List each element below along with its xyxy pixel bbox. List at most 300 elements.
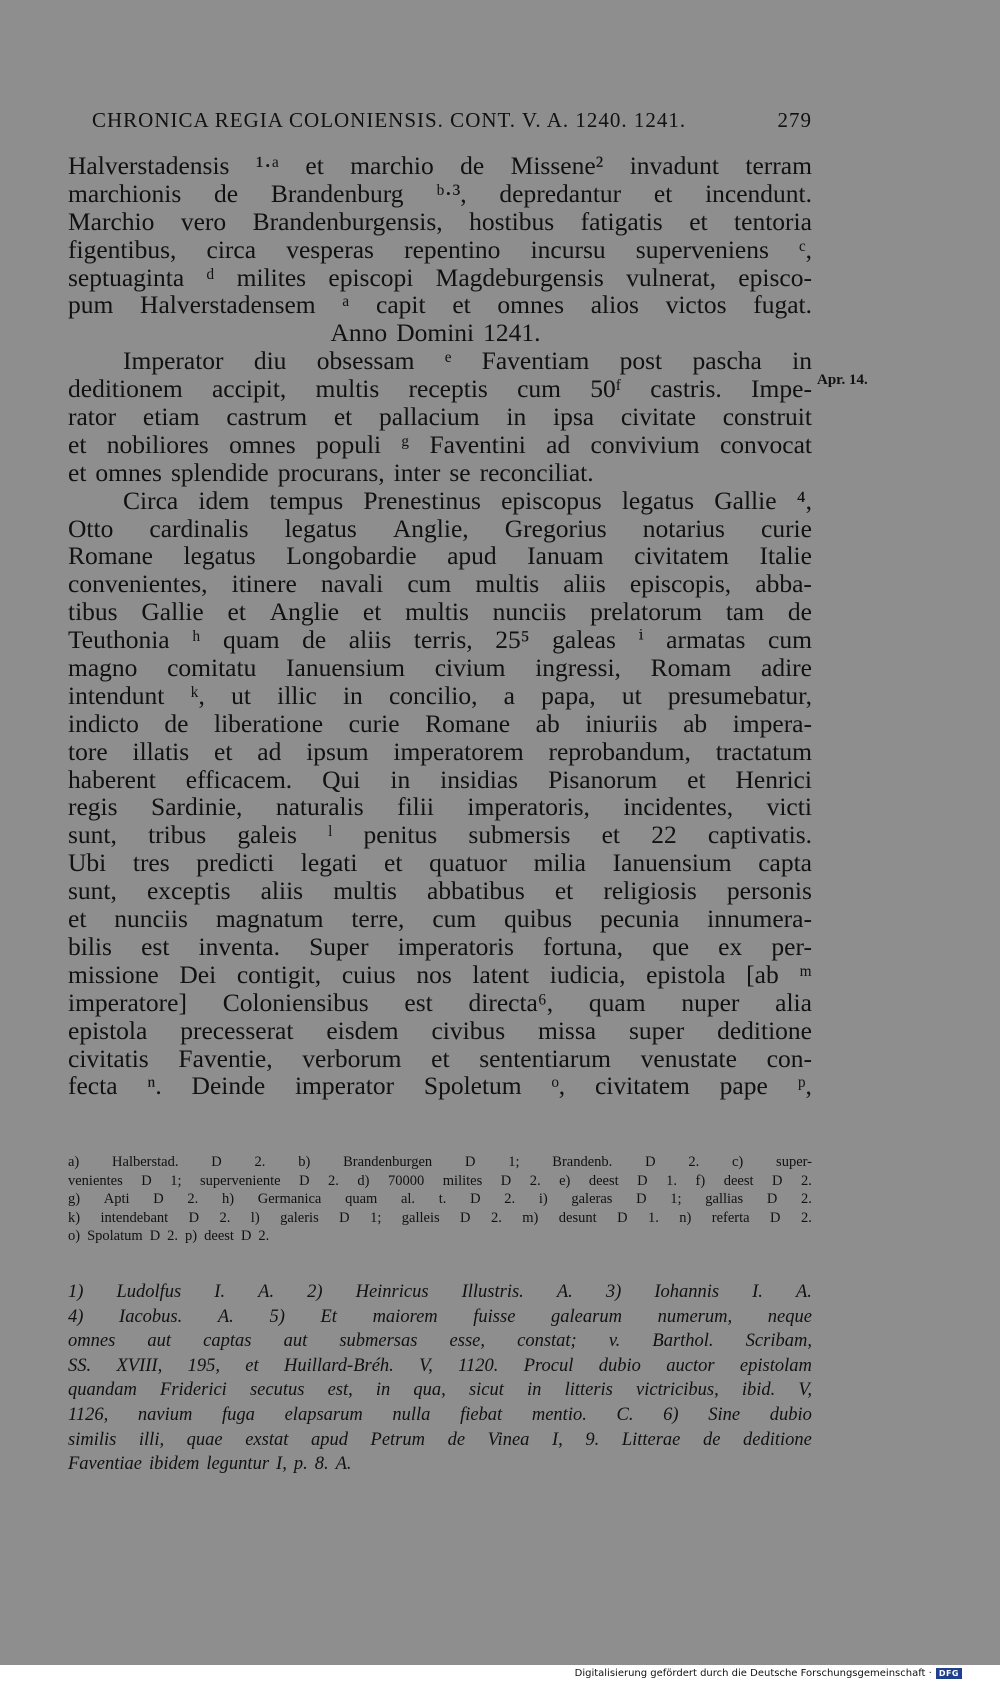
word: submersas: [339, 1331, 418, 1352]
word: n): [679, 1209, 692, 1226]
word: Anno: [330, 318, 388, 348]
word: aliis: [563, 569, 606, 599]
word: venientes: [68, 1172, 123, 1189]
word: galeris: [280, 1209, 319, 1226]
word: d): [357, 1172, 370, 1189]
word: et: [68, 457, 87, 487]
word: imperatoris,: [467, 792, 590, 822]
word: Anglie,: [392, 513, 469, 543]
word: superveniente: [200, 1172, 281, 1189]
word: iniuriis: [585, 708, 658, 738]
digitization-footer: [575, 1668, 962, 1679]
word: victos: [665, 290, 727, 320]
word: Spolatum: [87, 1228, 143, 1245]
text-line: [68, 682, 812, 710]
word: vero: [180, 206, 227, 236]
word: D: [188, 1209, 200, 1226]
word: Magdeburgensis: [435, 262, 604, 292]
word: episcopis,: [629, 569, 732, 599]
word: Scribam,: [745, 1331, 812, 1352]
word: quam: [345, 1191, 378, 1208]
word: super-: [776, 1154, 812, 1170]
word: fecta: [68, 1071, 118, 1101]
word: gallias: [705, 1191, 744, 1208]
word: alia: [775, 987, 812, 1017]
word: Deinde: [191, 1071, 266, 1101]
word: 3): [605, 1282, 622, 1302]
word: ut: [621, 680, 642, 710]
text-line: [68, 961, 812, 989]
word: notarius: [642, 513, 725, 543]
word: D: [460, 1209, 471, 1226]
word: Ludolfus: [116, 1282, 182, 1302]
text-line: [68, 989, 812, 1017]
word: et: [245, 1355, 259, 1376]
word: papa,: [541, 680, 596, 710]
word: capta: [758, 848, 812, 878]
word: sunt,: [68, 876, 117, 906]
text-line: [68, 1017, 812, 1045]
word: 1126,: [68, 1404, 109, 1425]
word: cum: [407, 569, 452, 599]
apparatus-line: [68, 1227, 812, 1246]
word: et: [68, 429, 87, 459]
word: f): [695, 1172, 706, 1189]
word: et: [431, 1043, 450, 1073]
word: in: [342, 680, 363, 710]
word: innumera-: [707, 904, 812, 934]
word: milites: [236, 262, 307, 292]
word: navium: [137, 1404, 193, 1425]
word: D: [645, 1154, 656, 1170]
text-line: [68, 403, 812, 431]
word: 2.: [328, 1172, 339, 1189]
word: Heinricus: [355, 1282, 429, 1302]
word: 5): [269, 1306, 285, 1327]
word: 22: [651, 820, 677, 850]
word: sicut: [468, 1380, 504, 1401]
word: iudicia,: [549, 959, 626, 989]
word: imperatoris: [397, 931, 514, 961]
word: deest: [588, 1172, 619, 1189]
word: legatus: [284, 513, 357, 543]
text-line: [68, 487, 812, 515]
word: bilis: [68, 931, 112, 961]
word: 2.: [219, 1209, 231, 1226]
word: repentino: [404, 234, 501, 264]
word: D: [153, 1191, 164, 1208]
word: 9.: [585, 1429, 600, 1450]
word: in: [375, 1380, 391, 1401]
word: Marchio: [68, 206, 155, 236]
word: Ianuensium: [612, 848, 732, 878]
word: est: [404, 987, 433, 1017]
word: legati: [300, 848, 358, 878]
word: et: [601, 820, 620, 850]
word: epistola: [68, 1015, 148, 1045]
word: que: [652, 931, 690, 961]
dfg-logo: DFG: [936, 1668, 962, 1679]
word: D: [299, 1172, 310, 1189]
note-line: [68, 1305, 812, 1330]
word: de: [787, 597, 812, 627]
word: pum: [68, 290, 114, 320]
word: secutus: [249, 1380, 305, 1401]
word: constat;: [517, 1331, 577, 1352]
word: Illustris.: [461, 1282, 524, 1302]
word: splendide: [170, 457, 269, 487]
word: et: [227, 597, 246, 627]
word: tempus: [269, 485, 344, 515]
word: nunciis: [114, 904, 188, 934]
word: missa: [538, 1015, 597, 1045]
word: omnes: [497, 290, 564, 320]
word: Teuthonia: [68, 625, 170, 655]
word: civitatem: [594, 1071, 690, 1101]
word: 2.: [529, 1172, 541, 1189]
word: intendebant: [100, 1209, 169, 1226]
word: Impe-: [751, 374, 812, 404]
word: tribus: [148, 820, 207, 850]
word: a: [503, 680, 515, 710]
word: epistola: [646, 959, 726, 989]
word: b): [298, 1154, 311, 1170]
word: religiosis: [603, 876, 697, 906]
word: comitatu: [167, 653, 257, 683]
word: ⁿ.: [147, 1071, 162, 1101]
word: D: [149, 1228, 161, 1245]
word: deest: [204, 1228, 234, 1245]
word: pecunia: [599, 904, 680, 934]
word: galearum: [551, 1306, 622, 1327]
word: marchionis: [68, 178, 182, 208]
word: Sine: [708, 1404, 741, 1425]
word: armatas: [666, 625, 746, 655]
word: post: [619, 346, 663, 376]
note-line: [68, 1354, 812, 1379]
word: illatis: [132, 736, 190, 766]
word: in: [527, 1380, 542, 1401]
word: est,: [327, 1380, 353, 1401]
word: captivatis.: [707, 820, 812, 850]
word: h): [221, 1191, 235, 1208]
word: A.: [335, 1454, 352, 1475]
word: Barthol.: [652, 1331, 714, 1352]
word: multis: [405, 597, 469, 627]
word: Gallie: [714, 485, 777, 515]
word: incursu: [530, 234, 606, 264]
word: et: [305, 151, 324, 180]
word: 2.: [258, 1228, 270, 1245]
word: 50ᶠ: [590, 374, 622, 404]
word: tore: [68, 736, 108, 766]
word: pape: [719, 1071, 768, 1101]
word: I.: [214, 1282, 226, 1302]
word: ᵉ: [444, 346, 452, 376]
word: inventa.: [198, 931, 280, 961]
word: D: [339, 1209, 350, 1226]
text-line: [68, 654, 812, 682]
word: de: [164, 708, 189, 738]
word: ¹·ᵃ: [255, 151, 279, 180]
word: galleis: [401, 1209, 440, 1226]
word: o): [68, 1228, 81, 1245]
word: ᵖ,: [797, 1071, 812, 1101]
word: procurans,: [277, 457, 385, 487]
word: Prenestinus: [363, 485, 481, 515]
word: 2.: [167, 1228, 179, 1245]
word: milites: [442, 1172, 483, 1189]
word: Litterae: [621, 1429, 681, 1450]
text-line: [68, 152, 812, 180]
word: 25⁵: [495, 625, 530, 655]
word: D: [500, 1172, 512, 1189]
word: qua,: [413, 1380, 446, 1401]
word: ex: [718, 931, 743, 961]
text-line: [68, 710, 812, 738]
word: curie: [348, 708, 400, 738]
word: Longobardie: [286, 541, 417, 571]
word: in: [506, 402, 527, 432]
word: ingressi,: [535, 653, 621, 683]
word: v.: [608, 1331, 621, 1352]
word: abba-: [755, 569, 812, 599]
word: 1.: [666, 1172, 678, 1189]
text-line: [68, 515, 812, 543]
word: SS.: [68, 1355, 92, 1376]
word: quam: [222, 625, 280, 655]
word: nunciis: [492, 597, 567, 627]
word: civitatem: [634, 541, 730, 571]
word: ipsa: [553, 402, 595, 432]
word: et: [554, 876, 574, 906]
word: Qui: [322, 764, 361, 794]
word: Iacobus.: [119, 1306, 183, 1327]
word: 195,: [187, 1355, 220, 1376]
word: in: [792, 346, 812, 376]
word: 8.: [314, 1454, 329, 1475]
word: A.: [258, 1282, 275, 1302]
word: ᵒ,: [551, 1071, 566, 1101]
word: 2.: [504, 1191, 516, 1208]
word: cardinalis: [149, 513, 249, 543]
word: A.: [217, 1306, 234, 1327]
digitization-note: Digitalisierung gefördert durch die Deutsche Forschungsgemeinschaft ·: [574, 1668, 932, 1679]
word: tibus: [68, 597, 118, 627]
word: naturalis: [275, 792, 364, 822]
word: illi,: [138, 1429, 165, 1450]
word: liberatione: [214, 708, 324, 738]
word: nuper: [681, 987, 740, 1017]
word: et: [653, 178, 673, 208]
word: leguntur: [206, 1454, 270, 1475]
apparatus-line: [68, 1172, 812, 1191]
word: reconciliat.: [479, 457, 594, 487]
word: 1;: [508, 1154, 520, 1170]
word: 4): [68, 1306, 84, 1327]
word: al.: [400, 1191, 416, 1208]
word: convocat: [719, 429, 812, 459]
word: quam: [588, 987, 646, 1017]
word: civibus: [431, 1015, 506, 1045]
word: auctor: [666, 1355, 715, 1376]
word: castrum: [226, 402, 308, 432]
word: indicto: [68, 708, 139, 738]
word: adire: [761, 653, 812, 683]
word: etiam: [142, 402, 200, 432]
word: ⁴,: [796, 485, 812, 515]
word: haberent: [68, 764, 156, 794]
word: ᵈ: [206, 262, 215, 292]
word: quandam: [68, 1380, 137, 1401]
word: Coloniensibus: [222, 987, 369, 1017]
word: hostibus: [469, 206, 555, 236]
word: A.: [556, 1282, 573, 1302]
word: aliis: [260, 876, 304, 906]
word: diu: [253, 346, 287, 376]
word: D: [766, 1191, 778, 1208]
word: ut: [231, 680, 251, 710]
word: D: [770, 1209, 781, 1226]
word: insidias: [440, 764, 519, 794]
running-header: [92, 108, 812, 142]
explanatory-notes: [68, 1280, 812, 1477]
word: navali: [320, 569, 384, 599]
word: Petrum: [370, 1429, 425, 1450]
word: Et: [320, 1306, 337, 1327]
word: missione: [68, 959, 159, 989]
word: A.: [795, 1282, 812, 1302]
word: quatuor: [429, 848, 507, 878]
word: Halverstadensis: [68, 151, 230, 180]
word: Anglie: [269, 597, 340, 627]
word: rator: [68, 402, 117, 432]
word: 2): [307, 1282, 323, 1302]
textual-apparatus: [68, 1153, 812, 1246]
word: depredantur: [499, 178, 622, 208]
word: fiebat: [460, 1404, 503, 1425]
word: civium: [434, 653, 506, 683]
word: incidentes,: [623, 792, 734, 822]
word: terris,: [413, 625, 473, 655]
word: Gregorius: [504, 513, 607, 543]
text-line: [68, 738, 812, 766]
word: Halberstad.: [112, 1154, 179, 1170]
text-line: [68, 626, 812, 654]
word: dubio: [769, 1404, 812, 1425]
word: nulla: [392, 1404, 431, 1425]
word: D: [637, 1172, 648, 1189]
word: terre,: [351, 904, 405, 934]
word: contigit,: [236, 959, 322, 989]
word: quibus: [504, 904, 573, 934]
word: ʰ: [192, 625, 201, 655]
word: reprobandum,: [548, 736, 691, 766]
word: 1;: [170, 1172, 182, 1189]
word: 70000: [388, 1172, 425, 1189]
word: ibid.: [741, 1380, 776, 1401]
word: episco-: [738, 262, 812, 292]
word: referta: [711, 1209, 750, 1226]
word: galeas: [552, 625, 616, 655]
word: V,: [798, 1380, 812, 1401]
word: pallacium: [379, 402, 480, 432]
word: i): [538, 1191, 548, 1208]
word: D: [617, 1209, 628, 1226]
word: D: [464, 1154, 476, 1170]
word: impera-: [732, 708, 812, 738]
word: est: [141, 931, 170, 961]
word: presumebatur,: [667, 680, 812, 710]
word: 2.: [800, 1209, 812, 1226]
word: Apti: [103, 1191, 130, 1208]
running-title: CHRONICA REGIA COLONIENSIS. CONT. V. A. 1240. 1241.: [92, 108, 687, 132]
word: venustate: [640, 1043, 737, 1073]
word: tractatum: [715, 736, 812, 766]
word: ᵃ: [342, 290, 350, 320]
word: castris.: [650, 374, 722, 404]
word: milia: [533, 848, 586, 878]
word: filii: [397, 792, 434, 822]
word: Henrici: [735, 764, 812, 794]
word: 2.: [254, 1154, 266, 1170]
word: de: [447, 1429, 466, 1450]
word: I,: [551, 1429, 563, 1450]
word: imperator: [294, 1071, 395, 1101]
word: I,: [276, 1454, 287, 1475]
word: et: [687, 764, 706, 794]
text-line: [68, 264, 812, 292]
word: D: [141, 1172, 152, 1189]
word: [ab: [746, 959, 779, 989]
word: episcopi: [328, 262, 414, 292]
word: deditione: [743, 1429, 812, 1450]
word: accipit,: [211, 374, 287, 404]
word: 2.: [800, 1191, 812, 1208]
word: de: [460, 151, 485, 180]
word: omnes: [95, 457, 162, 487]
word: circa: [206, 234, 257, 264]
word: pascha: [692, 346, 762, 376]
word: ᵏ,: [190, 680, 205, 710]
word: episcopus: [501, 485, 602, 515]
word: terram: [745, 151, 812, 180]
word: D: [240, 1228, 252, 1245]
word: imperatorem: [393, 736, 524, 766]
word: tres: [132, 848, 170, 878]
word: invadunt: [629, 151, 719, 180]
word: magno: [68, 653, 138, 683]
word: Brandenburgensis,: [252, 206, 443, 236]
word: exceptis: [146, 876, 231, 906]
word: p.: [293, 1454, 308, 1475]
text-line: [68, 542, 812, 570]
word: et: [362, 597, 382, 627]
word: ab: [535, 708, 560, 738]
word: Super: [309, 931, 369, 961]
text-line: [68, 877, 812, 905]
apparatus-line: [68, 1209, 812, 1228]
word: Romane: [68, 541, 153, 571]
word: in: [390, 764, 411, 794]
word: curie: [761, 513, 812, 543]
word: dubio: [598, 1355, 641, 1376]
word: 1241.: [483, 318, 541, 348]
word: l): [250, 1209, 260, 1226]
word: per-: [771, 931, 812, 961]
word: magnatum: [215, 904, 324, 934]
word: epistolam: [739, 1355, 812, 1376]
